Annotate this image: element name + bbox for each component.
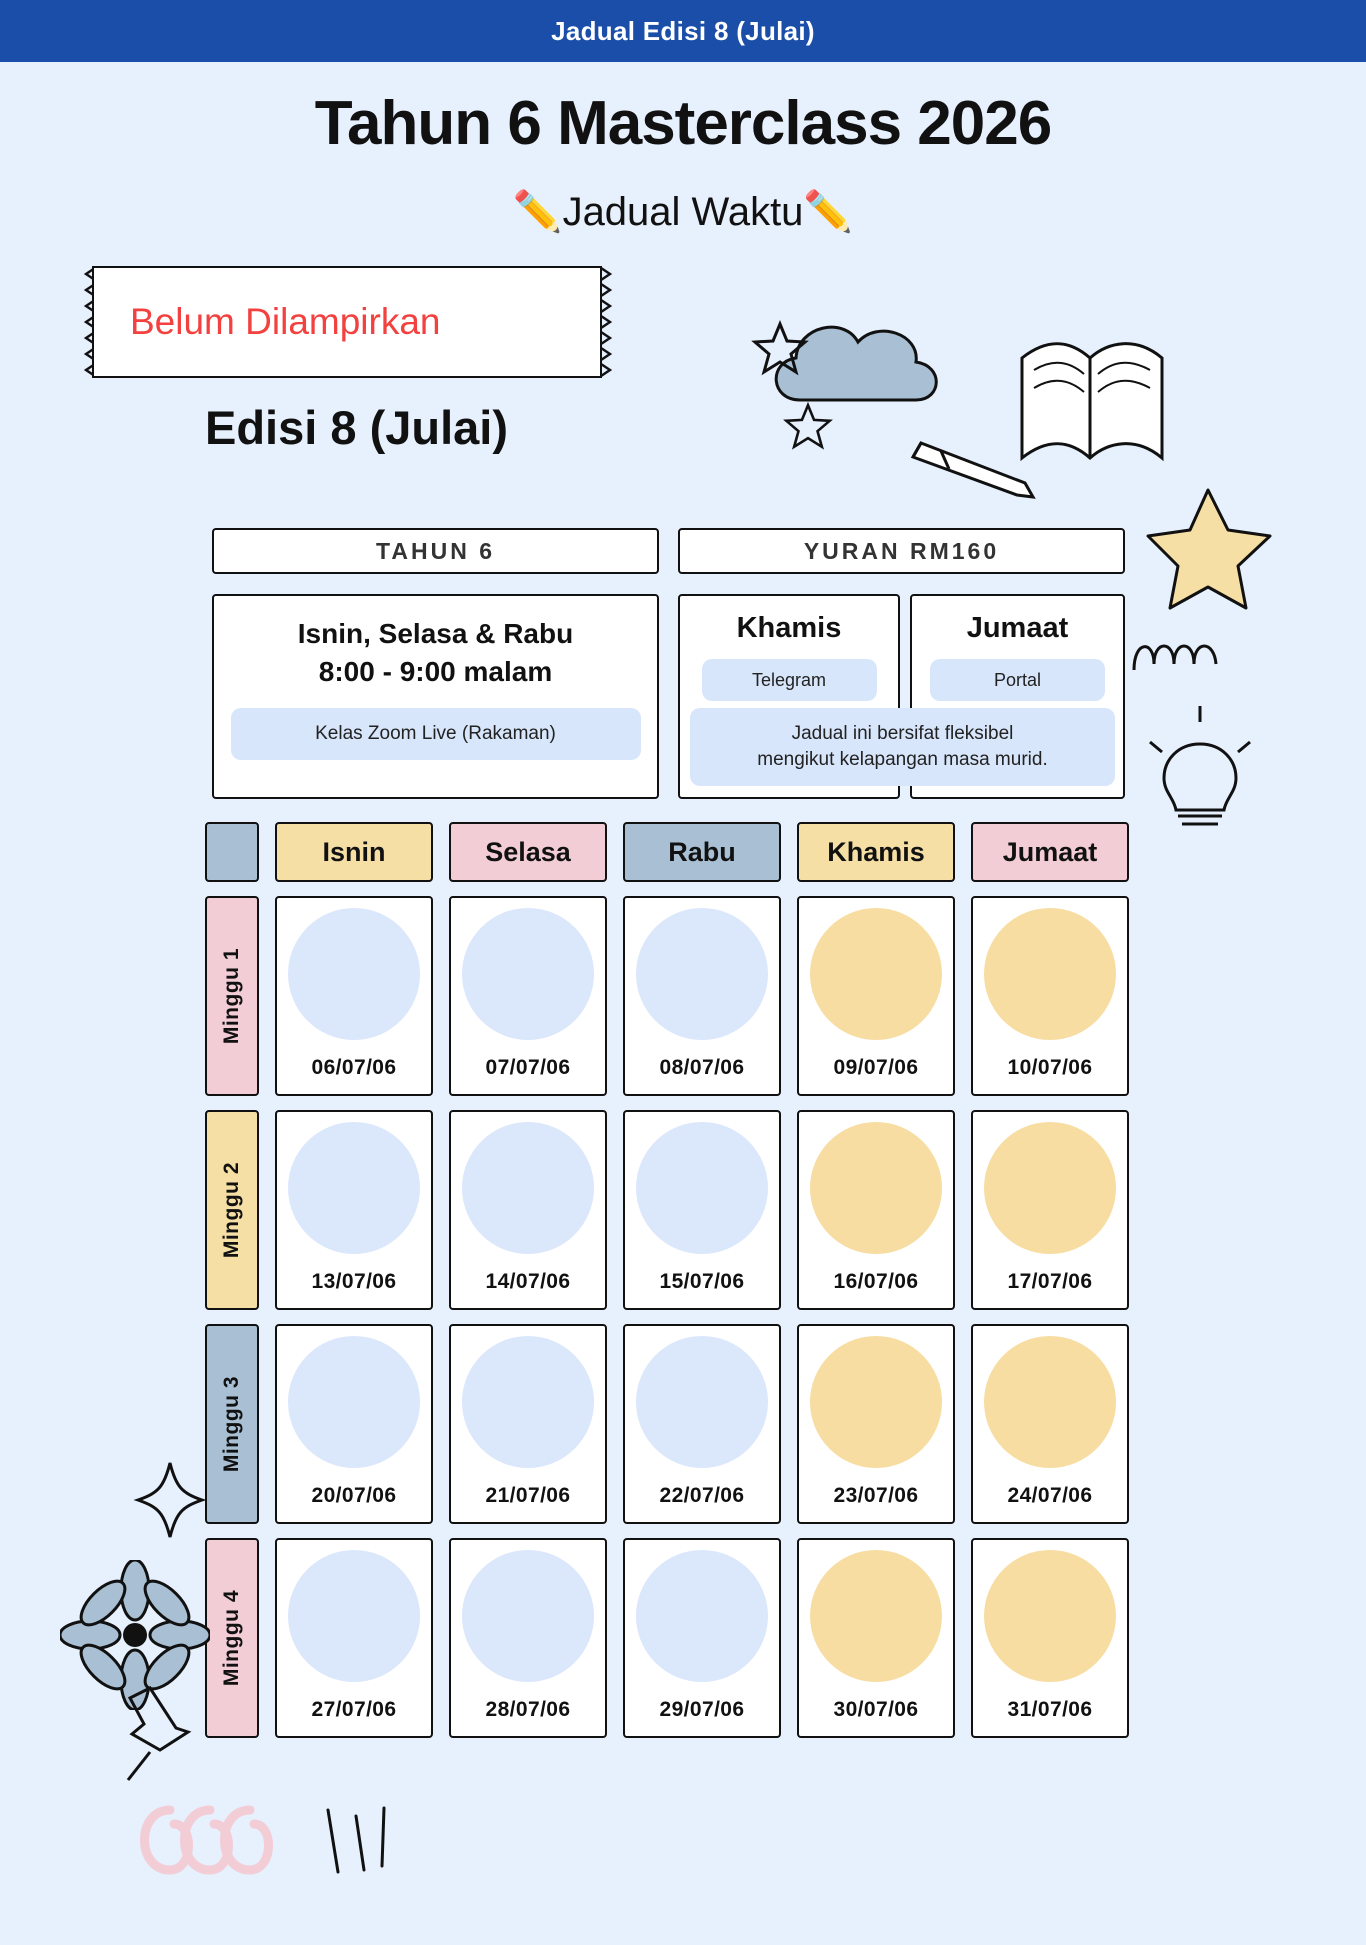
subtitle-text: Jadual Waktu <box>562 190 804 234</box>
calendar-cell[interactable] <box>797 1110 955 1310</box>
calendar-cell[interactable] <box>797 896 955 1096</box>
cell-blob <box>462 1550 594 1682</box>
cell-blob <box>984 1336 1116 1468</box>
cell-date: 28/07/06 <box>485 1698 571 1721</box>
cell-date: 24/07/06 <box>1007 1484 1093 1507</box>
page-subtitle <box>0 188 1366 235</box>
cell-blob <box>984 1122 1116 1254</box>
week-label-3 <box>205 1324 259 1524</box>
week-label-text: Minggu 3 <box>220 1375 243 1473</box>
days-line-2: 8:00 - 9:00 malam <box>318 656 553 687</box>
calendar-cell[interactable] <box>971 1324 1129 1524</box>
week-label-2 <box>205 1110 259 1310</box>
flexible-note-line-2: mengikut kelapangan masa murid. <box>757 749 1048 770</box>
jumaat-title: Jumaat <box>966 612 1069 644</box>
calendar-cell[interactable] <box>449 1324 607 1524</box>
cell-date: 13/07/06 <box>311 1270 397 1293</box>
week-label-text: Minggu 2 <box>220 1161 243 1259</box>
squiggle-icon <box>1128 630 1228 690</box>
flower-icon <box>60 1560 210 1710</box>
info-card-days <box>212 594 659 799</box>
calendar-cell[interactable] <box>971 1538 1129 1738</box>
cell-blob <box>636 908 768 1040</box>
calendar-header-row <box>205 822 1129 882</box>
cell-blob <box>810 1336 942 1468</box>
cell-date: 27/07/06 <box>311 1698 397 1721</box>
day-header-selasa: Selasa <box>449 822 607 882</box>
cell-date: 31/07/06 <box>1007 1698 1093 1721</box>
cell-date: 20/07/06 <box>311 1484 397 1507</box>
pushpin-icon <box>110 1680 210 1790</box>
week-label-text: Minggu 4 <box>220 1589 243 1687</box>
calendar-cell[interactable] <box>971 1110 1129 1310</box>
cell-date: 21/07/06 <box>485 1484 571 1507</box>
edition-label: Edisi 8 (Julai) <box>205 401 508 454</box>
note-text: Belum Dilampirkan <box>130 301 441 342</box>
cell-blob <box>984 1550 1116 1682</box>
calendar-cell[interactable] <box>449 896 607 1096</box>
cell-blob <box>288 1336 420 1468</box>
info-header-yuran: YURAN RM160 <box>678 528 1125 574</box>
calendar-cell[interactable] <box>275 896 433 1096</box>
calendar-week-row <box>205 896 1129 1096</box>
cell-date: 10/07/06 <box>1007 1056 1093 1079</box>
info-header-tahun: TAHUN 6 <box>212 528 659 574</box>
star-outline-icon <box>750 318 810 378</box>
week-label-4 <box>205 1538 259 1738</box>
calendar-cell[interactable] <box>623 1324 781 1524</box>
calendar-cell[interactable] <box>623 1538 781 1738</box>
cell-date: 15/07/06 <box>659 1270 745 1293</box>
book-icon <box>1010 318 1175 478</box>
day-header-isnin: Isnin <box>275 822 433 882</box>
cell-date: 07/07/06 <box>485 1056 571 1079</box>
calendar-cell[interactable] <box>275 1110 433 1310</box>
cell-blob <box>810 908 942 1040</box>
khamis-chip: Telegram <box>702 659 877 701</box>
day-header-rabu: Rabu <box>623 822 781 882</box>
cell-date: 14/07/06 <box>485 1270 571 1293</box>
cell-date: 16/07/06 <box>833 1270 919 1293</box>
calendar-cell[interactable] <box>971 896 1129 1096</box>
calendar-week-row <box>205 1538 1129 1738</box>
cell-date: 30/07/06 <box>833 1698 919 1721</box>
loops-icon <box>130 1790 290 1900</box>
days-chip: Kelas Zoom Live (Rakaman) <box>231 708 641 760</box>
jumaat-chip: Portal <box>930 659 1105 701</box>
cell-blob <box>288 1122 420 1254</box>
big-star-icon <box>1142 482 1277 617</box>
cell-date: 06/07/06 <box>311 1056 397 1079</box>
week-label-text: Minggu 1 <box>220 947 243 1045</box>
top-banner-title: Jadual Edisi 8 (Julai) <box>551 15 815 46</box>
page-title: Tahun 6 Masterclass 2026 <box>314 89 1052 158</box>
pencil-left-icon: ✏️ <box>512 190 563 234</box>
day-header-jumaat: Jumaat <box>971 822 1129 882</box>
calendar-cell[interactable] <box>275 1324 433 1524</box>
flexible-note <box>690 708 1115 786</box>
cell-date: 09/07/06 <box>833 1056 919 1079</box>
cell-date: 08/07/06 <box>659 1056 745 1079</box>
dashes-icon <box>310 1800 420 1910</box>
calendar-corner-cell <box>205 822 259 882</box>
week-label-1 <box>205 896 259 1096</box>
cell-date: 29/07/06 <box>659 1698 745 1721</box>
calendar-week-row <box>205 1324 1129 1524</box>
cell-blob <box>462 908 594 1040</box>
day-header-khamis: Khamis <box>797 822 955 882</box>
calendar-cell[interactable] <box>797 1538 955 1738</box>
calendar-week-row <box>205 1110 1129 1310</box>
cell-blob <box>462 1122 594 1254</box>
calendar-cell[interactable] <box>449 1538 607 1738</box>
cell-date: 22/07/06 <box>659 1484 745 1507</box>
note-box <box>92 266 602 378</box>
cell-blob <box>636 1550 768 1682</box>
star-icon <box>782 400 834 452</box>
calendar-cell[interactable] <box>623 1110 781 1310</box>
note-ticket <box>78 258 618 386</box>
calendar-grid <box>205 822 1129 1752</box>
calendar-cell[interactable] <box>797 1324 955 1524</box>
sparkle-icon <box>130 1455 210 1545</box>
cell-blob <box>810 1122 942 1254</box>
calendar-cell[interactable] <box>449 1110 607 1310</box>
days-line-1: Isnin, Selasa & Rabu <box>297 618 574 649</box>
calendar-cell[interactable] <box>623 896 781 1096</box>
cell-blob <box>984 908 1116 1040</box>
cell-blob <box>636 1336 768 1468</box>
lightbulb-icon <box>1140 700 1260 830</box>
cell-blob <box>636 1122 768 1254</box>
calendar-cell[interactable] <box>275 1538 433 1738</box>
top-banner <box>0 0 1366 62</box>
pen-icon <box>905 425 1055 515</box>
pencil-right-icon: ✏️ <box>803 190 854 234</box>
cell-blob <box>288 1550 420 1682</box>
cell-blob <box>288 908 420 1040</box>
cell-date: 23/07/06 <box>833 1484 919 1507</box>
cloud-icon <box>760 300 960 430</box>
flexible-note-line-1: Jadual ini bersifat fleksibel <box>791 723 1014 745</box>
cell-blob <box>462 1336 594 1468</box>
cell-date: 17/07/06 <box>1007 1270 1093 1293</box>
khamis-title: Khamis <box>736 612 842 644</box>
cell-blob <box>810 1550 942 1682</box>
